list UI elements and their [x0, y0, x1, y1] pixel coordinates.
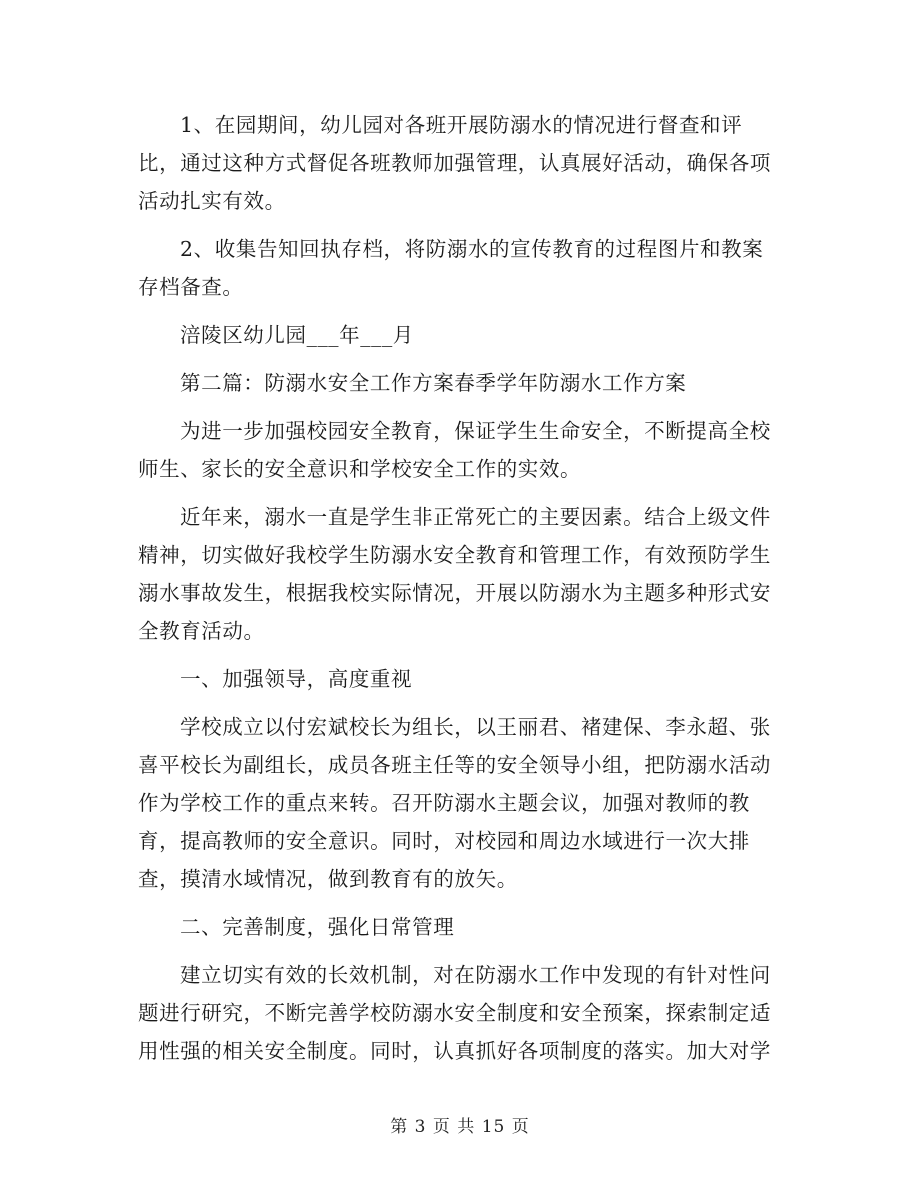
page-number-label: 第 3 页 共 15 页 [390, 1117, 530, 1137]
page-footer [0, 1112, 920, 1137]
paragraph-background: 近年来，溺水一直是学生非正常死亡的主要因素。结合上级文件精神，切实做好我校学生防溺水安全教育和管理工作，有效预防学生溺水事故发生，根据我校实际情况，开展以防溺水为主题多种形式安全教育活动。 [138, 505, 771, 643]
heading-leadership: 一、加强领导，高度重视 [180, 667, 413, 691]
paragraph-mechanism: 建立切实有效的长效机制，对在防溺水工作中发现的有针对性问题进行研究，不断完善学校防溺水安全制度和安全预案，探索制定适用性强的相关安全制度。同时，认真抓好各项制度的落实。加大对学 [138, 963, 771, 1063]
heading-system-management: 二、完善制度，强化日常管理 [180, 915, 455, 939]
paragraph-leadership-group: 学校成立以付宏斌校长为组长，以王丽君、褚建保、李永超、张喜平校长为副组长，成员各班主任等的安全领导小组，把防溺水活动作为学校工作的重点来转。召开防溺水主题会议，加强对教师的教育，提高教师的安全意识。同时，对校园和周边水域进行一次大排查，摸清水域情况，做到教育有的放矢。 [138, 715, 771, 891]
document-body [138, 106, 778, 1080]
paragraph-archive: 2、收集告知回执存档，将防溺水的宣传教育的过程图片和教案存档备查。 [138, 237, 764, 299]
paragraph-signature-date: 涪陵区幼儿园___年___月 [180, 323, 414, 347]
paragraph-inspection: 1、在园期间，幼儿园对各班开展防溺水的情况进行督查和评比，通过这种方式督促各班教师加强管理，认真展好活动，确保各项活动扎实有效。 [138, 113, 771, 213]
section-title-part-two: 第二篇：防溺水安全工作方案春季学年防溺水工作方案 [180, 371, 687, 395]
paragraph-purpose: 为进一步加强校园安全教育，保证学生生命安全，不断提高全校师生、家长的安全意识和学校安全工作的实效。 [138, 419, 771, 481]
